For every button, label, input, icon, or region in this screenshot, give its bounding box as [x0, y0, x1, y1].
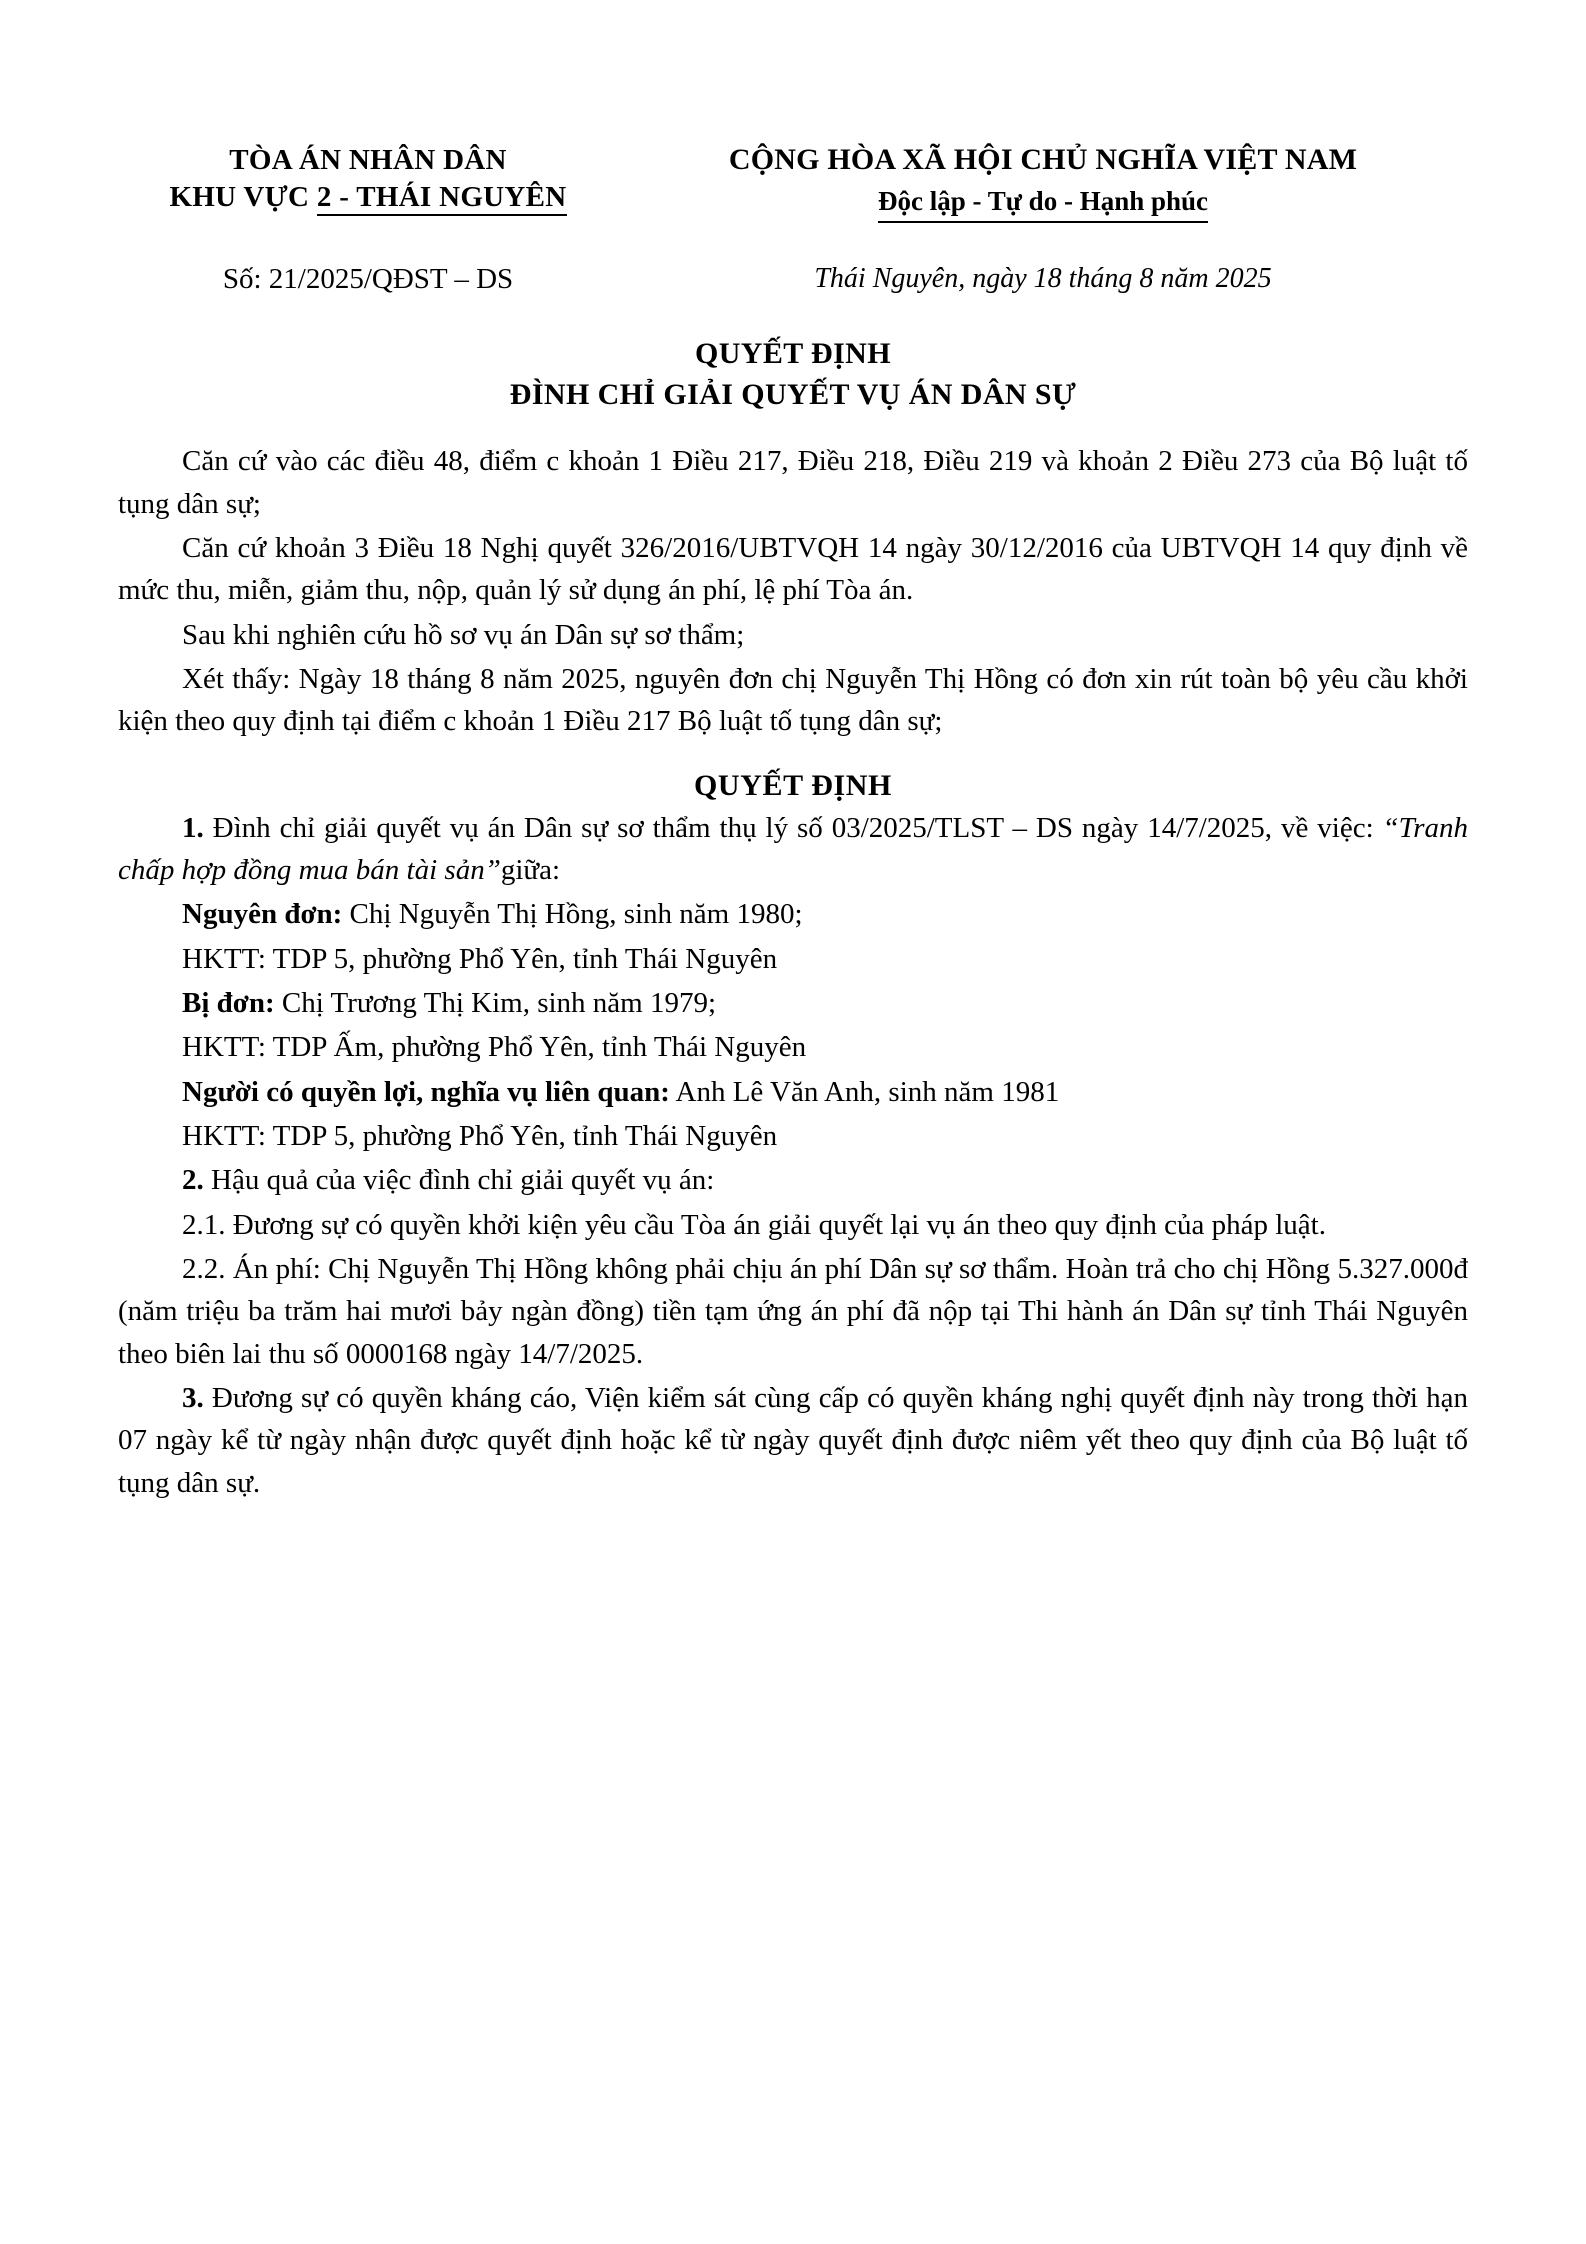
defendant-label: Bị đơn:: [182, 987, 275, 1020]
decision-item-2-2: 2.2. Án phí: Chị Nguyễn Thị Hồng không phải chịu án phí Dân sự sơ thẩm. Hoàn trả cho chị Hồng 5.327.000đ (năm triệu ba trăm hai mươi bảy ngàn đồng) tiền tạm ứng án phí đã nộp tại Thi hành án Dân sự tỉnh Thái Nguyên theo biên lai thu số 0000168 ngày 14/7/2025.: [118, 1253, 1468, 1370]
place-and-date: Thái Nguyên, ngày 18 tháng 8 năm 2025: [814, 263, 1272, 295]
preamble-paragraph-2: Căn cứ khoản 3 Điều 18 Nghị quyết 326/2016/UBTVQH 14 ngày 30/12/2016 của UBTVQH 14 quy định về mức thu, miễn, giảm thu, nộp, quản lý sử dụng án phí, lệ phí Tòa án.: [118, 532, 1468, 607]
preamble-paragraph-1: Căn cứ vào các điều 48, điểm c khoản 1 Điều 217, Điều 218, Điều 219 và khoản 2 Điều 273 của Bộ luật tố tụng dân sự;: [118, 445, 1468, 520]
issuing-authority-block: [118, 140, 618, 216]
document-subheader: [118, 263, 1468, 296]
issuing-authority-prefix: KHU VỰC: [169, 181, 317, 214]
defendant-line: [118, 982, 1468, 1024]
related-party-line: [118, 1071, 1468, 1113]
decision-item-1: [118, 807, 1468, 892]
preamble-paragraph-4: Xét thấy: Ngày 18 tháng 8 năm 2025, nguyên đơn chị Nguyễn Thị Hồng có đơn xin rút toàn bộ yêu cầu khởi kiện theo quy định tại điểm c khoản 1 Điều 217 Bộ luật tố tụng dân sự;: [118, 663, 1468, 738]
decision-item-1-text-a: Đình chỉ giải quyết vụ án Dân sự sơ thẩm thụ lý số 03/2025/TLST – DS ngày 14/7/2025, về việc:: [203, 811, 1383, 844]
plaintiff-value: Chị Nguyễn Thị Hồng, sinh năm 1980;: [342, 898, 803, 931]
case-name: “Tranh chấp hợp đồng mua bán tài sản”: [118, 811, 1468, 887]
decision-item-1-number: 1.: [182, 811, 204, 844]
document-subtitle: ĐÌNH CHỈ GIẢI QUYẾT VỤ ÁN DÂN SỰ: [509, 378, 1077, 412]
national-heading-block: [618, 140, 1468, 223]
related-party-label: Người có quyền lợi, nghĩa vụ liên quan:: [182, 1075, 670, 1108]
national-motto: Độc lập - Tự do - Hạnh phúc: [878, 183, 1208, 223]
decision-item-1-text-b: giữa:: [500, 854, 561, 887]
document-body: [118, 440, 1468, 1504]
issuing-authority-line-2: [169, 179, 566, 216]
document-title: QUYẾT ĐỊNH: [695, 337, 891, 371]
decision-item-2-number: 2.: [182, 1164, 204, 1197]
plaintiff-address: HKTT: TDP 5, phường Phổ Yên, tỉnh Thái Nguyên: [182, 942, 778, 975]
national-name: CỘNG HÒA XÃ HỘI CHỦ NGHĨA VIỆT NAM: [728, 143, 1358, 176]
decision-item-2-1: 2.1. Đương sự có quyền khởi kiện yêu cầu Tòa án giải quyết lại vụ án theo quy định của pháp luật.: [182, 1208, 1326, 1241]
defendant-value: Chị Trương Thị Kim, sinh năm 1979;: [274, 987, 717, 1020]
decision-item-2: [118, 1159, 1468, 1201]
issuing-authority-line-1: TÒA ÁN NHÂN DÂN: [229, 144, 507, 176]
plaintiff-label: Nguyên đơn:: [182, 898, 343, 931]
decision-item-3-text: Đương sự có quyền kháng cáo, Viện kiểm sát cùng cấp có quyền kháng nghị quyết định này trong thời hạn 07 ngày kể từ ngày nhận được quyết định hoặc kể từ ngày quyết định được niêm yết theo quy định của Bộ luật tố tụng dân sự.: [118, 1382, 1468, 1499]
plaintiff-line: [118, 893, 1468, 935]
issuing-authority-region: 2 - THÁI NGUYÊN: [317, 181, 567, 216]
document-number: Số: 21/2025/QĐST – DS: [222, 263, 514, 296]
decision-item-3-number: 3.: [182, 1382, 204, 1414]
defendant-address: HKTT: TDP Ấm, phường Phổ Yên, tỉnh Thái Nguyên: [182, 1031, 807, 1064]
document-header: [118, 140, 1468, 223]
decision-item-3: [118, 1377, 1468, 1504]
related-party-address: HKTT: TDP 5, phường Phổ Yên, tỉnh Thái Nguyên: [182, 1120, 778, 1153]
decision-item-2-text: Hậu quả của việc đình chỉ giải quyết vụ án:: [203, 1164, 715, 1197]
preamble-paragraph-3: Sau khi nghiên cứu hồ sơ vụ án Dân sự sơ thẩm;: [182, 618, 745, 651]
related-party-value: Anh Lê Văn Anh, sinh năm 1981: [669, 1075, 1060, 1108]
decision-heading: QUYẾT ĐỊNH: [694, 768, 892, 802]
